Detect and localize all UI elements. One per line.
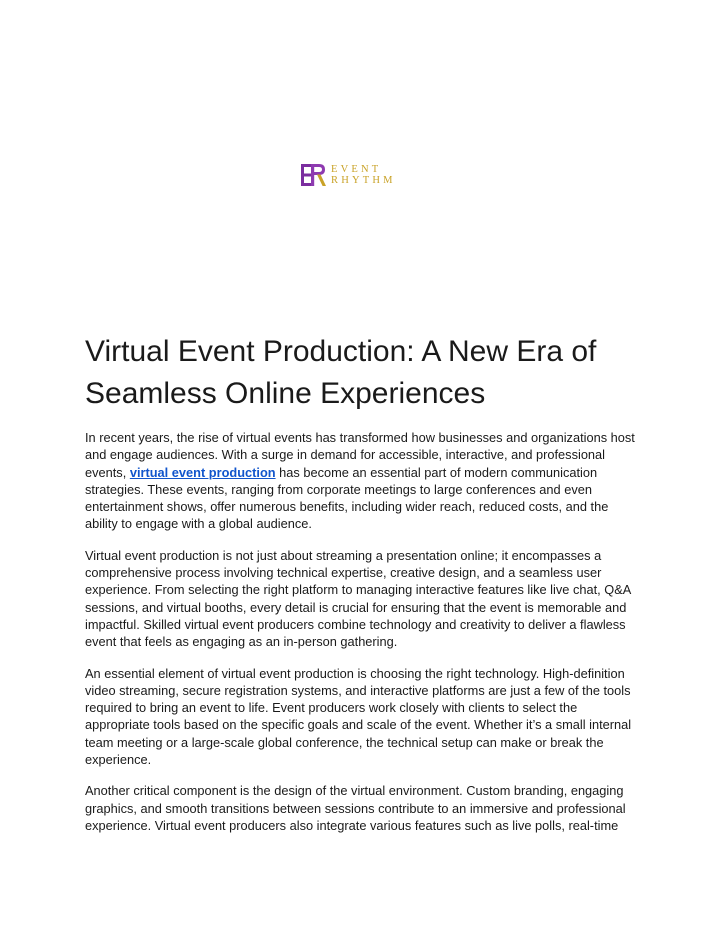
event-rhythm-logo [299,160,419,190]
article-body [85,429,637,848]
paragraph-3: An essential element of virtual event production is choosing the right technology. High-definition video streaming, secure registration systems, and interactive platforms are just a few of the tools required to bring an event to life. Event producers work closely with clients to select the appropriate tools based on the specific goals and scale of the event. Whether it’s a small internal team meeting or a large-scale global conference, the technical setup can make or break the experience. [85,665,632,768]
paragraph-2: Virtual event production is not just about streaming a presentation online; it encompasses a comprehensive process involving technical expertise, creative design, and a seamless user experience. From selecting the right platform to managing interactive features like live chat, Q&A sessions, and virtual booths, every detail is crucial for ensuring that the event is memorable and impactful. Skilled virtual event producers combine technology and creativity to deliver a flawless event that feels as engaging as an in-person gathering. [85,547,631,650]
paragraph-1-after-link: has become an essential part of modern communication strategies. These events, ranging from corporate meetings to large conferences and even entertainment shows, offer numerous benefits, including wider reach, reduced costs, and the ability to engage with a global audience. [85,464,609,532]
article-title: Virtual Event Production: A New Era of Seamless Online Experiences [85,335,597,410]
logo-wordmark [331,164,396,187]
virtual-event-production-link[interactable]: virtual event production [129,464,276,480]
paragraph-1-before-link: In recent years, the rise of virtual events has transformed how businesses and organizations host and engage audiences. With a surge in demand for accessible, interactive, and professional events, [85,430,635,480]
paragraph-4: Another critical component is the design of the virtual environment. Custom branding, engaging graphics, and smooth transitions between sessions contribute to an immersive and professional experience. Virtual event producers also integrate various features such as live polls, real-time [85,783,626,833]
paragraph-1 [85,429,637,533]
logo-line-rhythm: RHYTHM [331,175,396,186]
logo-line-event: EVENT [331,163,382,175]
er-monogram-icon [299,161,329,189]
